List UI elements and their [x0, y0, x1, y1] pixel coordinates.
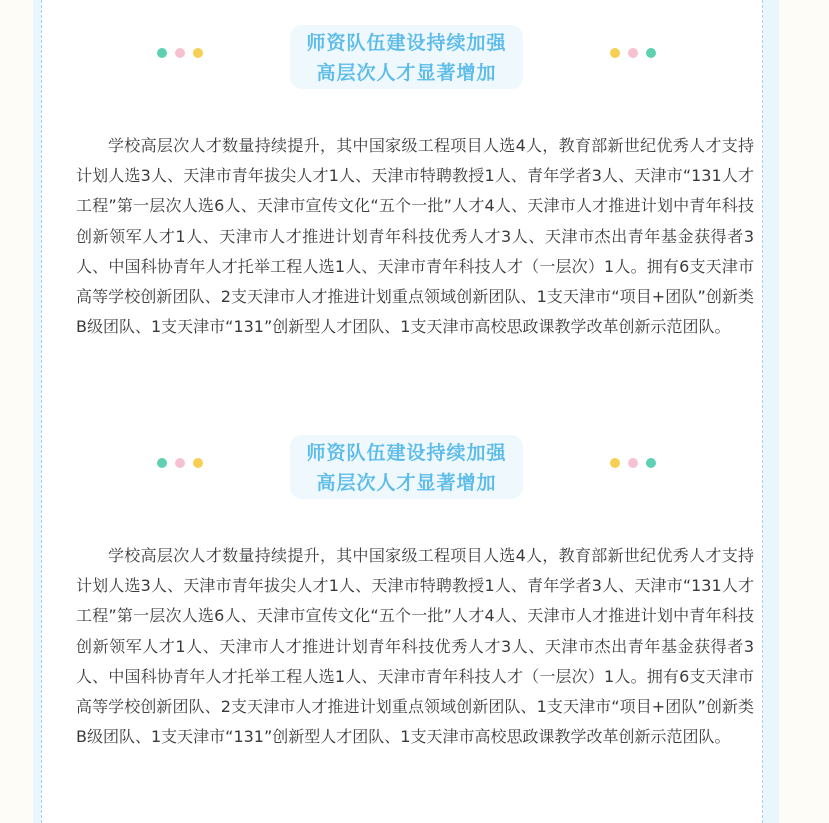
decorative-dots-right [610, 47, 664, 59]
dot-green-icon [646, 48, 656, 58]
dot-yellow-icon [193, 458, 203, 468]
dot-yellow-icon [610, 48, 620, 58]
decorative-dots-right [610, 457, 664, 469]
section-title-line2: 高层次人才显著增加 [316, 472, 497, 494]
dot-yellow-icon [193, 48, 203, 58]
dot-green-icon [646, 458, 656, 468]
dot-pink-icon [175, 458, 185, 468]
article-frame [33, 0, 779, 823]
section-paragraph: 学校高层次人才数量持续提升，其中国家级工程项目人选4人，教育部新世纪优秀人才支持计划人选3人、天津市青年拔尖人才1人、天津市特聘教授1人、青年学者3人、天津市“131人才工程”第一层次人选6人、天津市宣传文化“五个一批”人才4人、天津市人才推进计划中青年科技创新领军人才1人、天津市人才推进计划青年科技优秀人才3人、天津市杰出青年基金获得者3人、中国科协青年人才托举工程人选1人、天津市青年科技人才（一层次）1人。拥有6支天津市高等学校创新团队、2支天津市人才推进计划重点领域创新团队、1支天津市“项目+团队”创新类B级团队、1支天津市“131”创新型人才团队、1支天津市高校思政课教学改革创新示范团队。 [76, 136, 754, 337]
section-heading [42, 435, 762, 503]
dot-green-icon [157, 458, 167, 468]
section-title-line1: 师资队伍建设持续加强 [306, 442, 507, 464]
dot-pink-icon [628, 458, 638, 468]
section-title-line1: 师资队伍建设持续加强 [306, 32, 507, 54]
decorative-dots-left [157, 47, 211, 59]
dot-yellow-icon [610, 458, 620, 468]
dot-pink-icon [175, 48, 185, 58]
section-paragraph: 学校高层次人才数量持续提升，其中国家级工程项目人选4人，教育部新世纪优秀人才支持计划人选3人、天津市青年拔尖人才1人、天津市特聘教授1人、青年学者3人、天津市“131人才工程”第一层次人选6人、天津市宣传文化“五个一批”人才4人、天津市人才推进计划中青年科技创新领军人才1人、天津市人才推进计划青年科技优秀人才3人、天津市杰出青年基金获得者3人、中国科协青年人才托举工程人选1人、天津市青年科技人才（一层次）1人。拥有6支天津市高等学校创新团队、2支天津市人才推进计划重点领域创新团队、1支天津市“项目+团队”创新类B级团队、1支天津市“131”创新型人才团队、1支天津市高校思政课教学改革创新示范团队。 [76, 546, 754, 747]
section-title-line2: 高层次人才显著增加 [316, 62, 497, 84]
section-title [290, 25, 523, 89]
article-panel [41, 0, 763, 823]
section-title [290, 435, 523, 499]
decorative-dots-left [157, 457, 211, 469]
dot-pink-icon [628, 48, 638, 58]
dot-green-icon [157, 48, 167, 58]
section-heading [42, 25, 762, 93]
